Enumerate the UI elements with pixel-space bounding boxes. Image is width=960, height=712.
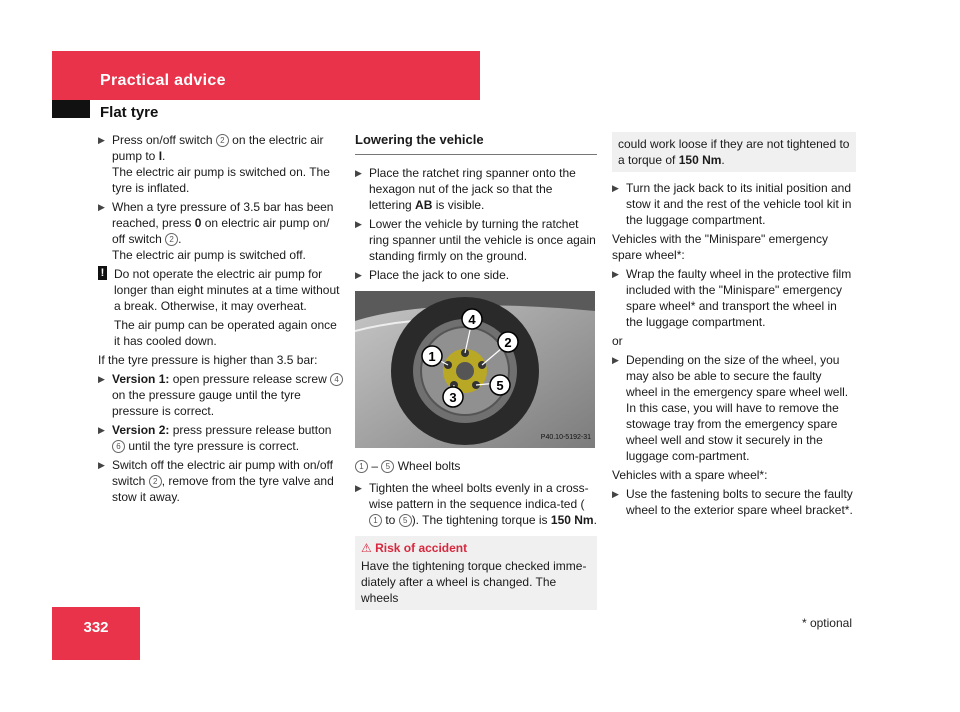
column-2	[355, 132, 597, 610]
risk-continuation: could work loose if they are not tightened to a torque of 150 Nm.	[612, 132, 856, 172]
risk-heading: ⚠ Risk of accident	[361, 541, 468, 555]
step: ▶ Depending on the size of the wheel, you may also be able to secure the faulty wheel in the emergency spare wheel well. In this case, you will have to remove the stowage tray from the emergency spare wheel well and stow it securely in the luggage com-partment.	[612, 353, 849, 463]
callout-number: 2	[165, 233, 178, 246]
step: ▶ Version 2: press pressure release button 6 until the tyre pressure is correct.	[98, 423, 332, 453]
step: ▶ Wrap the faulty wheel in the protective film included with the "Minispare" emergency spare wheel* and transport the wheel in the luggage compartment.	[612, 267, 852, 329]
warning-triangle-icon: ⚠	[361, 541, 372, 555]
arrow-icon: ▶	[355, 219, 362, 229]
header-tab	[52, 100, 90, 118]
condition-text: If the tyre pressure is higher than 3.5 bar:	[98, 353, 318, 367]
column-3: could work loose if they are not tightened to a torque of 150 Nm. ▶ Turn the jack back to its initial position and stow it and the rest of the vehicle tool kit in the luggage compartment. Vehicles with the "Minispare" emergency spare wheel*: ▶ Wrap the faulty wheel in the protective film included with the "Minispare" emergency spare wheel* and transport the wheel in the luggage compartment. or ▶ Depending on the size of the wheel, you may also be able to secure the faulty wheel in the emergency spare wheel well. In this case, you will have to remove the stowage tray from the emergency spare wheel well and stow it securely in the luggage com-partment. Vehicles with a spare wheel*: ▶ Use the fastening bolts to secure the faulty wheel to the exterior spare wheel bracket*.	[612, 132, 856, 521]
exclamation-icon: !	[98, 266, 107, 280]
column-1	[98, 132, 344, 508]
step: ▶ When a tyre pressure of 3.5 bar has been reached, press 0 on electric air pump on/ off switch 2 . The electric air pump is switched off.	[98, 200, 334, 262]
step: ▶ Press on/off switch 2 on the electric air pump to I. The electric air pump is switched on. The tyre is inflated.	[98, 133, 330, 195]
step: ▶ Version 1: open pressure release screw 4 on the pressure gauge until the tyre pressure is correct.	[98, 371, 344, 419]
bolt-label: 4	[468, 312, 476, 327]
wheel-bolts-photo	[355, 291, 595, 448]
arrow-icon: ▶	[612, 269, 619, 279]
page-number: 332	[83, 619, 109, 636]
arrow-icon: ▶	[355, 483, 362, 493]
subsection-title: Flat tyre	[100, 104, 159, 121]
wheel-illustration	[355, 291, 595, 448]
arrow-icon: ▶	[612, 355, 619, 365]
legend: 1 – 5 Wheel bolts	[355, 458, 597, 474]
arrow-icon: ▶	[98, 460, 105, 470]
step: ▶ Use the fastening bolts to secure the faulty wheel to the exterior spare wheel bracket*.	[612, 487, 853, 517]
step: ▶ Tighten the wheel bolts evenly in a cross-wise pattern in the sequence indica-ted (1 to 5 ). The tightening torque is 150 Nm.	[355, 481, 597, 527]
arrow-icon: ▶	[98, 202, 105, 212]
bolt-label: 2	[504, 335, 512, 350]
bolt-label: 3	[449, 390, 457, 405]
step: ▶ Switch off the electric air pump with on/off switch 2 , remove from the tyre valve and stow it away.	[98, 458, 334, 504]
step: ▶ Place the jack to one side.	[355, 268, 510, 282]
arrow-icon: ▶	[355, 168, 362, 178]
arrow-icon: ▶	[98, 135, 105, 145]
bolt-label: 5	[496, 378, 504, 393]
footnote: * optional	[801, 616, 852, 630]
page-number-box	[52, 607, 140, 660]
arrow-icon: ▶	[355, 270, 362, 280]
callout-number: 6	[112, 440, 125, 453]
step: ▶ Turn the jack back to its initial position and stow it and the rest of the vehicle tool kit in the luggage compartment.	[612, 181, 852, 227]
arrow-icon: ▶	[612, 183, 619, 193]
callout-number: 2	[149, 475, 162, 488]
warning-note: ! Do not operate the electric air pump for longer than eight minutes at a time without a break. Otherwise, it may overheat. The air pump can be operated again once it has cooled down.	[98, 266, 344, 349]
arrow-icon: ▶	[98, 425, 105, 435]
section-title: Practical advice	[100, 72, 226, 89]
photo-code: P40.10-5192-31	[540, 434, 591, 441]
step: ▶ Lower the vehicle by turning the ratchet ring spanner until the vehicle is once again standing firmly on the ground.	[355, 217, 596, 263]
risk-box: ⚠ Risk of accident Have the tightening torque checked imme-diately after a wheel is changed. The wheels	[355, 536, 597, 610]
callout-number: 2	[216, 134, 229, 147]
section-heading: Lowering the vehicle	[355, 132, 597, 155]
arrow-icon: ▶	[98, 374, 105, 384]
callout-number: 4	[330, 373, 343, 386]
arrow-icon: ▶	[612, 489, 619, 499]
bolt-label: 1	[428, 349, 436, 364]
step: ▶ Place the ratchet ring spanner onto the hexagon nut of the jack so that the lettering AB is visible.	[355, 166, 576, 212]
